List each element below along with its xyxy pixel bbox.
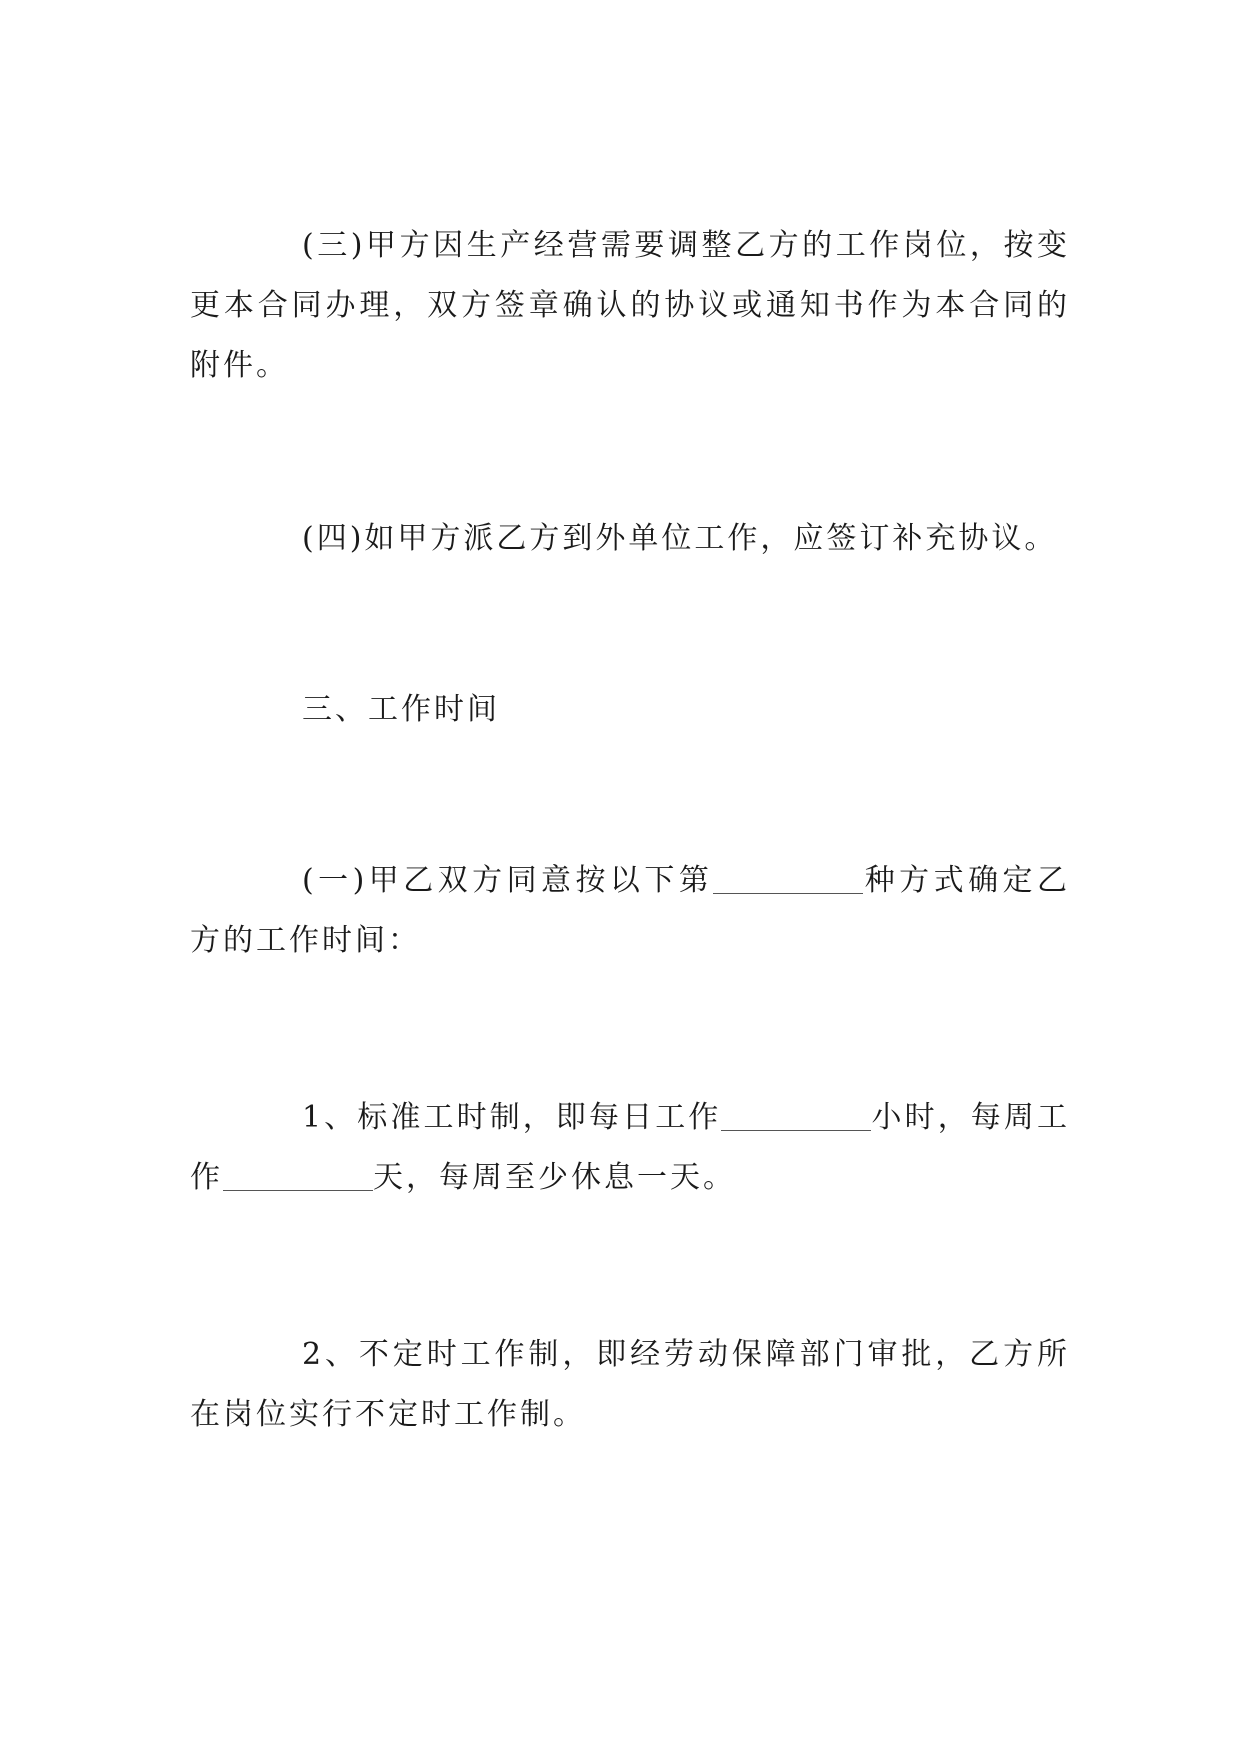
fill-in-blank[interactable] [721, 1100, 871, 1131]
text-segment: 1、标准工时制，即每日工作 [302, 1100, 722, 1135]
text-segment: (一)甲乙双方同意按以下第 [302, 863, 714, 898]
text-segment: 小时，每周工作 [190, 1100, 1071, 1195]
paragraph-job-adjustment: (三)甲方因生产经营需要调整乙方的工作岗位，按变更本合同办理，双方签章确认的协议或通知书作为本合同的附件。 [190, 228, 1070, 383]
text-segment: 天，每周至少休息一天。 [373, 1160, 736, 1195]
section-heading-working-hours: 三、工作时间 [302, 692, 500, 727]
paragraph-external-assignment: (四)如甲方派乙方到外单位工作，应签订补充协议。 [302, 521, 1058, 556]
paragraph-standard-hours [190, 1088, 1070, 1208]
fill-in-blank[interactable] [713, 863, 863, 894]
text-segment: 种方式确定乙方的工作时间： [190, 863, 1070, 958]
fill-in-blank[interactable] [223, 1160, 373, 1191]
paragraph-working-hours-method [190, 851, 1070, 971]
paragraph-flexible-hours: 2、不定时工作制，即经劳动保障部门审批，乙方所在岗位实行不定时工作制。 [190, 1337, 1070, 1432]
